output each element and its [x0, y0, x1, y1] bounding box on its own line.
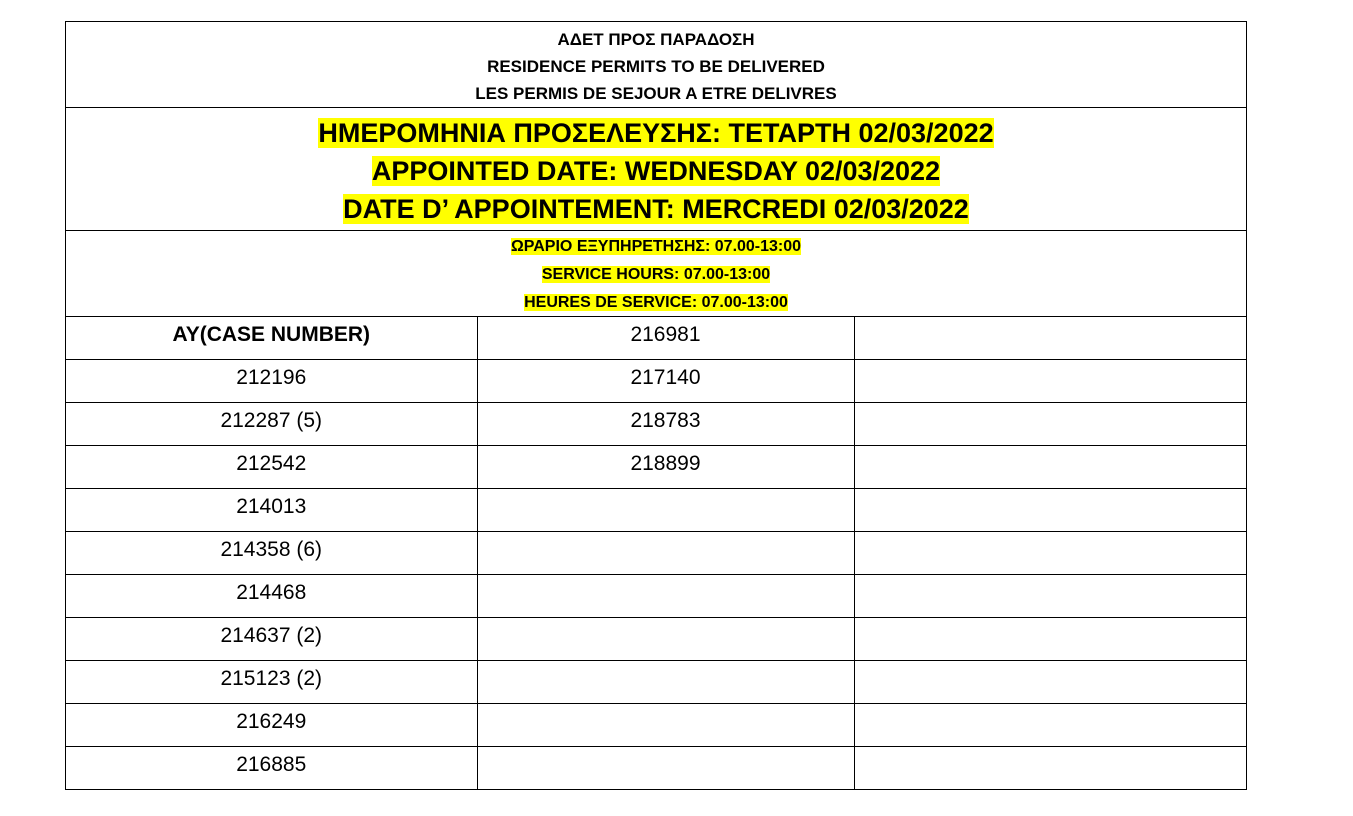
case-number-cell	[854, 360, 1246, 403]
case-number-cell: 212287 (5)	[66, 403, 477, 446]
case-number-cell	[854, 446, 1246, 489]
table-row	[66, 403, 1246, 446]
case-number-cell	[477, 618, 854, 661]
table-row	[66, 747, 1246, 790]
case-number-cell: 212542	[66, 446, 477, 489]
case-number-cell: 214637 (2)	[66, 618, 477, 661]
table-row	[66, 360, 1246, 403]
case-number-cell: 215123 (2)	[66, 661, 477, 704]
case-number-table	[66, 317, 1246, 789]
service-hours-block	[66, 231, 1246, 317]
case-number-cell: 218899	[477, 446, 854, 489]
case-number-cell	[477, 489, 854, 532]
case-number-cell: 214468	[66, 575, 477, 618]
case-number-cell	[854, 403, 1246, 446]
hours-greek: ΩΡΑΡΙΟ ΕΞΥΠΗΡΕΤΗΣΗΣ: 07.00-13:00	[510, 238, 802, 255]
table-row	[66, 704, 1246, 747]
case-number-cell: 214013	[66, 489, 477, 532]
case-number-cell	[854, 489, 1246, 532]
date-greek: ΗΜΕΡΟΜΗΝΙΑ ΠΡΟΣΕΛΕΥΣΗΣ: ΤΕΤΑΡΤΗ 02/03/2022	[318, 118, 994, 148]
case-number-cell	[477, 661, 854, 704]
table-row	[66, 618, 1246, 661]
title-english: RESIDENCE PERMITS TO BE DELIVERED	[487, 57, 825, 76]
case-number-cell: 217140	[477, 360, 854, 403]
case-number-cell	[477, 532, 854, 575]
table-row	[66, 317, 1246, 360]
hours-french: HEURES DE SERVICE: 07.00-13:00	[524, 294, 788, 311]
table-row	[66, 446, 1246, 489]
case-number-cell	[854, 704, 1246, 747]
case-number-cell	[854, 661, 1246, 704]
case-number-cell	[477, 704, 854, 747]
case-number-cell: 218783	[477, 403, 854, 446]
table-row	[66, 661, 1246, 704]
table-row	[66, 532, 1246, 575]
case-number-cell	[477, 747, 854, 790]
case-number-cell	[854, 618, 1246, 661]
case-number-cell	[477, 575, 854, 618]
case-number-cell: 216249	[66, 704, 477, 747]
table-row	[66, 575, 1246, 618]
permits-document	[65, 21, 1247, 790]
date-french: DATE D’ APPOINTEMENT: MERCREDI 02/03/2022	[343, 194, 969, 224]
case-number-cell: 216885	[66, 747, 477, 790]
case-number-cell: 216981	[477, 317, 854, 360]
title-french: LES PERMIS DE SEJOUR A ETRE DELIVRES	[475, 84, 837, 103]
case-number-cell: 212196	[66, 360, 477, 403]
case-number-cell	[854, 532, 1246, 575]
case-number-cell	[854, 317, 1246, 360]
case-number-cell	[854, 575, 1246, 618]
case-number-cell: 214358 (6)	[66, 532, 477, 575]
table-row	[66, 489, 1246, 532]
hours-english: SERVICE HOURS: 07.00-13:00	[541, 266, 771, 283]
case-number-cell	[854, 747, 1246, 790]
title-greek: ΑΔΕΤ ΠΡΟΣ ΠΑΡΑΔΟΣΗ	[557, 30, 755, 49]
column-header-case-number: ΑΥ(CASE NUMBER)	[66, 317, 477, 360]
date-english: APPOINTED DATE: WEDNESDAY 02/03/2022	[371, 156, 941, 186]
appointment-date-block	[66, 108, 1246, 231]
title-block	[66, 22, 1246, 108]
